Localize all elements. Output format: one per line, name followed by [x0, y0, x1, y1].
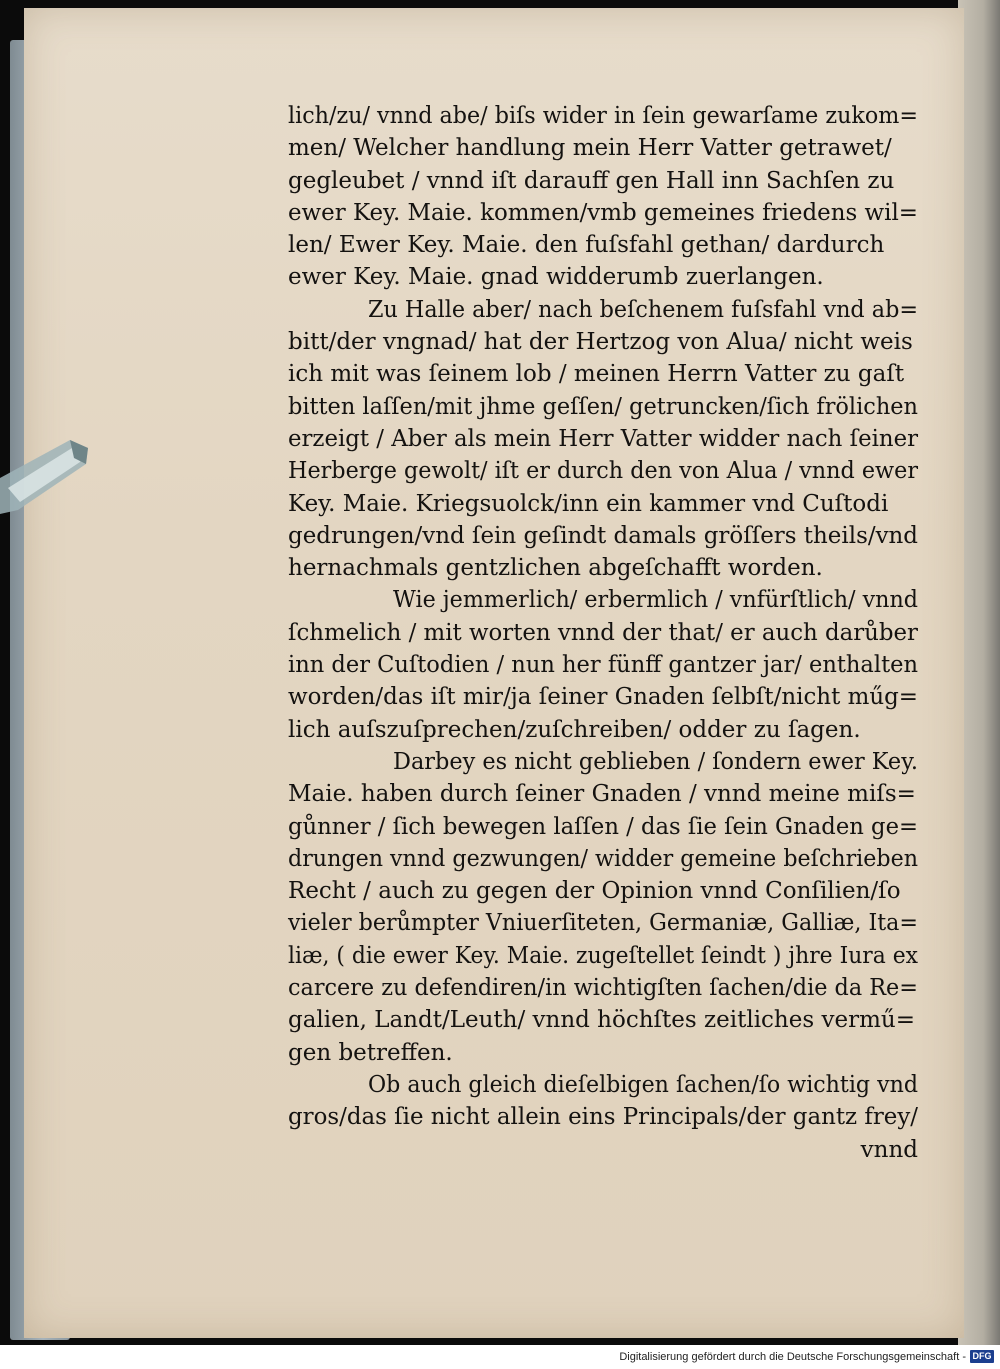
text-line: Wie jemmerlich/ erbermlich / vnfürſtlich/ vnnd	[393, 587, 918, 614]
text-line: drungen vnnd gezwungen/ widder gemeine beſchrieben	[288, 845, 918, 872]
text-line: worden/das iſt mir/ja ſeiner Gnaden ſelbſt/nicht műg=	[288, 684, 918, 711]
footer-bar	[0, 1345, 1000, 1369]
text-line: vieler berůmpter Vniuerſiteten, Germaniæ, Galliæ, Ita=	[288, 910, 918, 937]
adjacent-page-edge	[958, 0, 1000, 1345]
text-line: bitten laſſen/mit jhme geſſen/ getruncken/ſich frölichen	[288, 393, 918, 420]
text-line: ewer Key. Maie. gnad widderumb zuerlangen.	[288, 264, 824, 291]
text-line: Darbey es nicht geblieben / ſondern ewer Key.	[393, 748, 918, 775]
catchword: vnnd	[860, 1136, 918, 1163]
text-line: liæ, ( die ewer Key. Maie. zugeſtellet ſeindt ) jhre Iura ex	[288, 942, 918, 969]
text-line: gůnner / ſich bewegen laſſen / das ſie ſein Gnaden ge=	[288, 813, 918, 840]
text-line: Recht / auch zu gegen der Opinion vnnd Conſilien/ſo	[288, 878, 901, 905]
text-line: ich mit was ſeinem lob / meinen Herrn Vatter zu gaſt	[288, 361, 905, 388]
page-text	[288, 100, 918, 1166]
text-line: Zu Halle aber/ nach beſchenem fuſsfahl vnd ab=	[368, 296, 918, 323]
text-line: gen betreffen.	[288, 1039, 453, 1066]
text-line: Maie. haben durch ſeiner Gnaden / vnnd meine miſs=	[288, 781, 916, 808]
dfg-logo-icon: DFG	[970, 1350, 994, 1363]
text-line: lich auſszuſprechen/zuſchreiben/ odder zu ſagen.	[288, 716, 861, 743]
text-line: men/ Welcher handlung mein Herr Vatter getrawet/	[288, 135, 892, 162]
text-line: ewer Key. Maie. kommen/vmb gemeines friedens wil=	[288, 199, 918, 226]
text-line: inn der Cuſtodien / nun her fünff gantzer jar/ enthalten	[288, 652, 918, 679]
text-line: Key. Maie. Kriegsuolck/inn ein kammer vnd Cuſtodi	[288, 490, 889, 517]
text-line: gedrungen/vnd ſein geſindt damals gröſſers theils/vnd	[288, 522, 918, 549]
text-line: erzeigt / Aber als mein Herr Vatter widder nach ſeiner	[288, 425, 918, 452]
text-line: Herberge gewolt/ iſt er durch den von Alua / vnnd ewer	[288, 458, 918, 485]
funding-notice: Digitalisierung gefördert durch die Deutsche Forschungsgemeinschaft -	[619, 1351, 966, 1363]
text-line: galien, Landt/Leuth/ vnnd höchſtes zeitliches vermű=	[288, 1007, 915, 1034]
text-line: carcere zu defendiren/in wichtigſten ſachen/die da Re=	[288, 975, 918, 1002]
text-line: len/ Ewer Key. Maie. den fuſsfahl gethan/ dardurch	[288, 232, 885, 259]
text-line: Ob auch gleich dieſelbigen ſachen/ſo wichtig vnd	[368, 1071, 918, 1098]
text-line: bitt/der vngnad/ hat der Hertzog von Alua/ nicht weis	[288, 329, 913, 356]
text-line: gegleubet / vnnd iſt darauff gen Hall inn Sachſen zu	[288, 167, 895, 194]
text-line: hernachmals gentzlichen abgeſchafft worden.	[288, 555, 823, 582]
text-line: lich/zu/ vnnd abe/ biſs wider in ſein gewarſame zukom=	[288, 103, 918, 129]
text-line: ſchmelich / mit worten vnnd der that/ er auch darůber	[288, 619, 918, 646]
text-line: gros/das ſie nicht allein eins Principals/der gantz frey/	[288, 1104, 918, 1131]
